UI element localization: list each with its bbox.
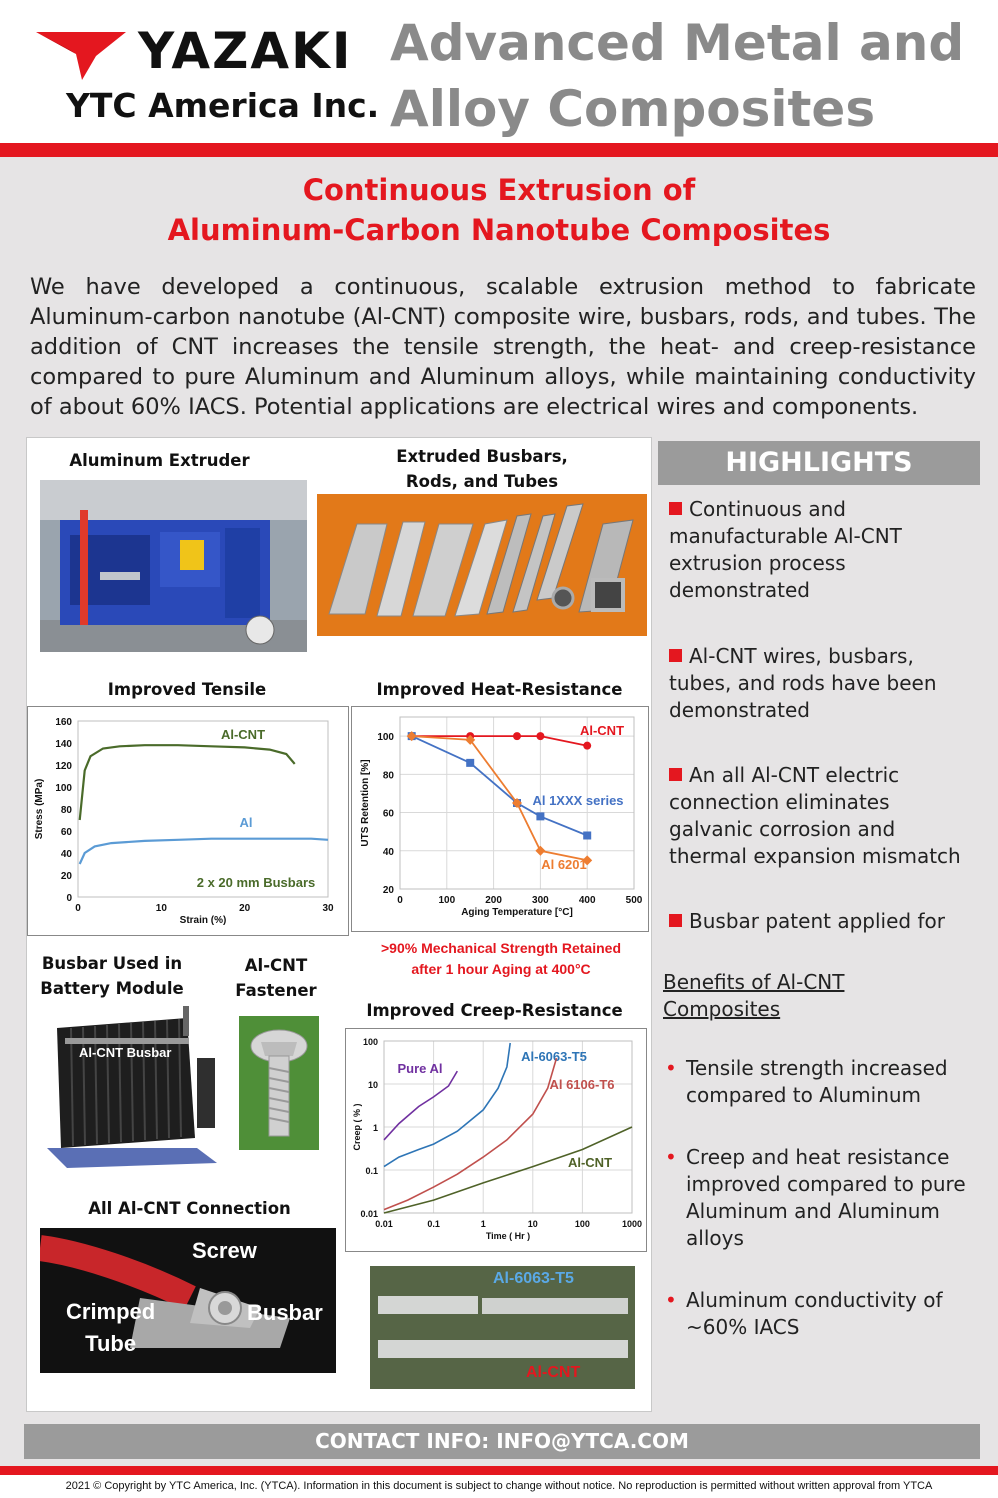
fastener-photo <box>239 1016 319 1150</box>
x-tick-label: 200 <box>485 895 502 906</box>
series-label: Al-CNT <box>567 1155 613 1170</box>
data-point <box>513 732 521 740</box>
y-tick-label: 0.01 <box>360 1209 378 1219</box>
x-tick-label: 400 <box>578 895 596 906</box>
y-tick-label: 80 <box>382 770 394 782</box>
samples-photo <box>370 1266 635 1389</box>
x-tick-label: 10 <box>527 1219 538 1229</box>
y-axis-label: Creep ( % ) <box>352 1103 362 1151</box>
header-divider <box>0 143 998 157</box>
x-axis-label: Strain (%) <box>179 915 227 926</box>
connection-crimped-line-2: Tube <box>85 1331 137 1356</box>
y-tick-label: 40 <box>60 849 72 860</box>
x-tick-label: 0.1 <box>427 1219 440 1229</box>
x-tick-label: 100 <box>574 1219 590 1229</box>
y-tick-label: 20 <box>60 871 72 882</box>
series-label: Pure Al <box>397 1061 443 1076</box>
x-tick-label: 30 <box>322 903 334 914</box>
data-point <box>536 732 544 740</box>
highlight-text: An all Al-CNT electric connection eliminates galvanic corrosion and thermal expansion mismatch <box>669 763 961 868</box>
connection-screw-label: Screw <box>192 1238 257 1263</box>
battery-module-illustration <box>37 998 227 1178</box>
busbars-caption-line-1: Extruded Busbars, <box>396 447 568 466</box>
y-tick-label: 60 <box>382 808 394 820</box>
series-label: Al <box>239 815 253 830</box>
series-label: Al-CNT <box>220 727 266 742</box>
highlight-text: Busbar patent applied for <box>689 909 945 933</box>
page-title-line-2: Alloy Composites <box>390 80 876 138</box>
fastener-caption-line-1: Al-CNT <box>244 956 308 975</box>
series-label: Al-6063-T5 <box>521 1049 587 1064</box>
y-tick-label: 10 <box>367 1080 378 1090</box>
connection-busbar-label: Busbar <box>247 1300 323 1325</box>
y-tick-label: 40 <box>382 846 394 858</box>
highlights-column <box>658 485 980 1412</box>
connection-crimped-label <box>66 1296 155 1360</box>
benefit-text: Tensile strength increased compared to Aluminum <box>686 1056 948 1107</box>
y-tick-label: 100 <box>362 1037 378 1047</box>
x-tick-label: 0 <box>75 903 81 914</box>
y-axis-label: Stress (MPa) <box>34 778 45 840</box>
benefits-title <box>663 969 963 1023</box>
x-axis-label: Time ( Hr ) <box>485 1231 531 1241</box>
data-point <box>535 846 545 856</box>
heat-caption: Improved Heat-Resistance <box>376 680 623 699</box>
y-axis-label: UTS Retention [%] <box>360 759 371 847</box>
y-tick-label: 80 <box>60 805 72 816</box>
series-line <box>412 736 588 835</box>
y-tick-label: 60 <box>60 827 72 838</box>
connection-photo <box>40 1228 336 1373</box>
extruder-caption: Aluminum Extruder <box>69 451 250 470</box>
connection-caption: All Al-CNT Connection <box>88 1199 291 1218</box>
busbars-caption-line-2: Rods, and Tubes <box>405 472 559 491</box>
highlight-text: Al-CNT wires, busbars, tubes, and rods have been demonstrated <box>669 644 937 722</box>
yazaki-logo-icon <box>36 30 126 82</box>
header <box>0 0 998 143</box>
samples-top-label: Al-6063-T5 <box>493 1270 574 1287</box>
bullet-square-icon <box>669 502 682 515</box>
copyright-notice: 2021 © Copyright by YTC America, Inc. (YTCA). Information in this document is subject to change without notice. No reproduction is permitted without written approval from YTCA <box>65 1480 933 1492</box>
heat-note-line-1: >90% Mechanical Strength Retained <box>380 940 622 956</box>
series-label: Al 6201 <box>541 857 587 872</box>
bullet-dot-icon: • <box>665 1288 677 1312</box>
page-title <box>390 10 964 142</box>
highlights-header: HIGHLIGHTS <box>658 441 980 485</box>
busbars-photo <box>317 494 647 636</box>
benefit-item <box>665 1055 977 1109</box>
fastener-caption-line-2: Fastener <box>235 981 317 1000</box>
poster-subtitle <box>0 170 998 250</box>
contact-info: CONTACT INFO: INFO@YTCA.COM <box>24 1424 980 1459</box>
x-tick-label: 0 <box>397 895 403 906</box>
x-tick-label: 1000 <box>621 1219 643 1229</box>
y-tick-label: 120 <box>55 761 72 772</box>
x-axis-label: Aging Temperature [°C] <box>461 907 573 918</box>
heat-note-line-2: after 1 hour Aging at 400°C <box>411 961 591 977</box>
battery-module-photo <box>37 998 227 1178</box>
creep-caption: Improved Creep-Resistance <box>366 1001 623 1020</box>
series-line <box>384 1071 457 1140</box>
heat-note <box>351 938 651 980</box>
tensile-caption: Improved Tensile Strength <box>107 680 267 724</box>
y-tick-label: 1 <box>372 1123 378 1133</box>
y-tick-label: 0.1 <box>365 1166 378 1176</box>
bullet-square-icon <box>669 914 682 927</box>
data-point <box>536 812 544 820</box>
series-line <box>80 745 295 820</box>
x-tick-label: 10 <box>155 903 167 914</box>
data-point <box>583 831 591 839</box>
intro-paragraph: We have developed a continuous, scalable extrusion method to fabricate Aluminum-carbon nanotube (Al-CNT) composite wire, busbars, rods, and tubes. The addition of CNT increases the tensile strength, the heat- and creep-resistance compared to pure Aluminum and Aluminum alloys, while maintaining conductivity of about 60% IACS. Potential applications are electrical wires and components. <box>30 274 976 420</box>
subsidiary-name: YTC America Inc. <box>66 86 380 125</box>
samples-bottom-label: Al-CNT <box>526 1364 581 1381</box>
bullet-dot-icon: • <box>665 1145 677 1169</box>
data-point <box>583 742 591 750</box>
footer-divider <box>0 1466 998 1475</box>
benefits-title-line-1: Benefits of Al-CNT <box>663 970 845 994</box>
subtitle-line-2: Aluminum-Carbon Nanotube Composites <box>167 213 831 247</box>
x-tick-label: 300 <box>532 895 549 906</box>
series-label: Al-CNT <box>579 723 625 738</box>
y-tick-label: 140 <box>55 739 72 750</box>
x-tick-label: 500 <box>625 895 643 906</box>
subtitle-line-1: Continuous Extrusion of <box>302 173 696 207</box>
benefit-item <box>665 1287 977 1341</box>
battery-caption-line-1: Busbar Used in <box>41 954 183 973</box>
tensile-chart <box>27 706 349 936</box>
chart-annotation: 2 x 20 mm Busbars <box>196 875 316 890</box>
series-label: Al 1XXX series <box>532 793 624 808</box>
y-tick-label: 160 <box>55 717 72 728</box>
highlight-text: Continuous and manufacturable Al-CNT extrusion process demonstrated <box>669 497 902 602</box>
y-tick-label: 100 <box>377 732 394 744</box>
battery-caption <box>37 951 187 1001</box>
y-tick-label: 100 <box>55 783 72 794</box>
highlight-item <box>669 762 974 870</box>
bullet-square-icon <box>669 649 682 662</box>
benefit-text: Creep and heat resistance improved compared to pure Aluminum and Aluminum alloys <box>686 1145 966 1250</box>
y-tick-label: 0 <box>66 893 72 904</box>
highlight-item <box>669 643 974 724</box>
fastener-caption <box>217 953 335 1003</box>
x-tick-label: 20 <box>239 903 251 914</box>
bullet-square-icon <box>669 768 682 781</box>
benefits-title-line-2: Composites <box>663 997 781 1021</box>
highlight-item <box>669 496 974 604</box>
creep-chart <box>345 1028 647 1252</box>
figure-panel <box>26 437 652 1412</box>
x-tick-label: 1 <box>480 1219 486 1229</box>
heat-chart <box>351 706 649 932</box>
series-label: Al 6106-T6 <box>549 1077 615 1092</box>
x-tick-label: 100 <box>438 895 456 906</box>
battery-caption-line-2: Battery Module <box>40 979 184 998</box>
busbars-caption <box>357 444 607 494</box>
brand-name: YAZAKI <box>138 22 353 80</box>
data-point <box>466 759 474 767</box>
battery-busbar-label: Al-CNT Busbar <box>79 1045 172 1060</box>
bullet-dot-icon: • <box>665 1056 677 1080</box>
y-tick-label: 20 <box>382 885 394 896</box>
benefit-item <box>665 1144 977 1252</box>
benefit-text: Aluminum conductivity of ~60% IACS <box>686 1288 943 1339</box>
series-line <box>80 839 328 864</box>
extruder-photo <box>40 480 307 652</box>
x-tick-label: 0.01 <box>375 1219 393 1229</box>
connection-crimped-line-1: Crimped <box>66 1299 156 1324</box>
highlight-item <box>669 908 974 935</box>
page-title-line-1: Advanced Metal and <box>390 14 965 72</box>
